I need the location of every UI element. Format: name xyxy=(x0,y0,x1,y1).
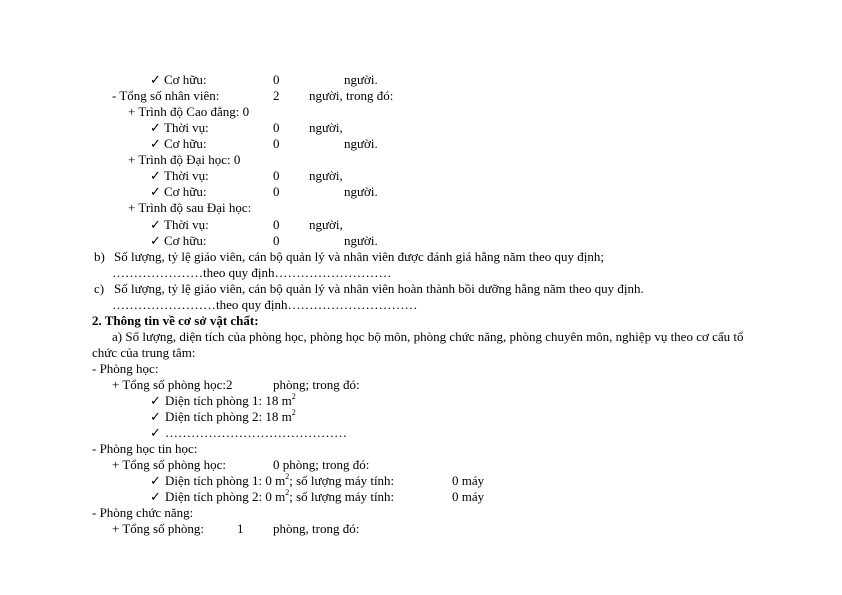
check-icon: ✓ xyxy=(150,136,161,151)
room-2-area xyxy=(165,409,296,425)
total-staff-unit: người, trong đó: xyxy=(309,88,394,103)
co-huu-label: Cơ hữu: xyxy=(164,233,207,248)
room-1-area xyxy=(165,393,296,409)
room-1-area-text: Diện tích phòng 1: 18 m xyxy=(165,393,292,408)
dai-hoc-heading: + Trình độ Đại học: 0 xyxy=(128,152,241,167)
co-huu-value: 0 xyxy=(273,184,280,199)
check-icon: ✓ xyxy=(150,473,161,488)
tin-hoc-room-2 xyxy=(165,489,394,505)
check-icon: ✓ xyxy=(150,72,161,87)
co-huu-unit: người. xyxy=(344,233,378,248)
tin-hoc-room-2-area: Diện tích phòng 2: 0 m xyxy=(165,489,286,504)
thoi-vu-unit: người, xyxy=(309,168,343,183)
thoi-vu-unit: người, xyxy=(309,120,343,135)
tin-hoc-room-1-area: Diện tích phòng 1: 0 m xyxy=(165,473,286,488)
thoi-vu-value: 0 xyxy=(273,168,280,183)
item-b-marker: b) xyxy=(94,249,105,264)
check-icon: ✓ xyxy=(150,393,161,408)
co-huu-unit: người. xyxy=(344,136,378,151)
co-huu-label: Cơ hữu: xyxy=(164,72,207,87)
check-icon: ✓ xyxy=(150,120,161,135)
co-huu-label: Cơ hữu: xyxy=(164,136,207,151)
tin-hoc-room-2-count: 0 máy xyxy=(452,489,485,504)
phong-hoc-total-unit: phòng; trong đó: xyxy=(273,377,360,392)
tin-hoc-room-1-sup: 2 xyxy=(285,471,290,481)
tin-hoc-room-2-sup: 2 xyxy=(285,487,290,497)
tin-hoc-room-1-rest: ; số lượng máy tính: xyxy=(289,473,395,488)
tin-hoc-room-2-rest: ; số lượng máy tính: xyxy=(289,489,395,504)
check-icon: ✓ xyxy=(150,425,161,440)
phong-chuc-nang-total-value: 1 xyxy=(237,521,244,536)
co-huu-value: 0 xyxy=(273,72,280,87)
room-2-area-text: Diện tích phòng 2: 18 m xyxy=(165,409,292,424)
thoi-vu-unit: người, xyxy=(309,217,343,232)
item-b-text: Số lượng, tỷ lệ giáo viên, cán bộ quản lý và nhân viên được đánh giá hằng năm theo quy định; xyxy=(114,249,604,264)
thoi-vu-value: 0 xyxy=(273,217,280,232)
item-c-text: Số lượng, tỷ lệ giáo viên, cán bộ quản lý và nhân viên hoàn thành bồi dưỡng hằng năm theo quy định. xyxy=(114,281,644,296)
phong-chuc-nang-title: - Phòng chức năng: xyxy=(92,505,194,520)
co-huu-label: Cơ hữu: xyxy=(164,184,207,199)
item-b-fill: …………………theo quy định……………………… xyxy=(112,265,392,280)
check-icon: ✓ xyxy=(150,489,161,504)
thoi-vu-label: Thời vụ: xyxy=(164,217,209,232)
check-icon: ✓ xyxy=(150,168,161,183)
co-huu-unit: người. xyxy=(344,72,378,87)
section-2-intro-line2: chức của trung tâm: xyxy=(92,345,196,360)
section-2-intro-line1: a) Số lượng, diện tích của phòng học, phòng học bộ môn, phòng chức năng, phòng chuyên môn, nghiệp vụ theo cơ cấu tổ xyxy=(112,329,744,344)
phong-chuc-nang-total-label: + Tổng số phòng: xyxy=(112,521,204,536)
tin-hoc-room-1 xyxy=(165,473,394,489)
room-1-area-sup: 2 xyxy=(291,391,296,401)
phong-hoc-total-label: + Tổng số phòng học:2 xyxy=(112,377,233,392)
room-2-area-sup: 2 xyxy=(291,407,296,417)
tin-hoc-room-1-count: 0 máy xyxy=(452,473,485,488)
check-icon: ✓ xyxy=(150,409,161,424)
item-c-fill: ……………………theo quy định………………………… xyxy=(112,297,418,312)
phong-tin-hoc-title: - Phòng học tin học: xyxy=(92,441,198,456)
co-huu-unit: người. xyxy=(344,184,378,199)
phong-chuc-nang-total-unit: phòng, trong đó: xyxy=(273,521,360,536)
check-icon: ✓ xyxy=(150,184,161,199)
section-2-heading: 2. Thông tin về cơ sở vật chất: xyxy=(92,313,259,328)
phong-tin-hoc-total-label: + Tổng số phòng học: xyxy=(112,457,226,472)
room-more-fill: …………………………………… xyxy=(165,425,347,440)
thoi-vu-label: Thời vụ: xyxy=(164,120,209,135)
total-staff-label: - Tổng số nhân viên: xyxy=(112,88,220,103)
total-staff-value: 2 xyxy=(273,88,280,103)
cao-dang-heading: + Trình độ Cao đẳng: 0 xyxy=(128,104,250,119)
item-c-marker: c) xyxy=(94,281,105,296)
co-huu-value: 0 xyxy=(273,233,280,248)
phong-tin-hoc-total-value: 0 phòng; trong đó: xyxy=(273,457,370,472)
thoi-vu-label: Thời vụ: xyxy=(164,168,209,183)
check-icon: ✓ xyxy=(150,233,161,248)
phong-hoc-title: - Phòng học: xyxy=(92,361,159,376)
check-icon: ✓ xyxy=(150,217,161,232)
thoi-vu-value: 0 xyxy=(273,120,280,135)
sau-dai-hoc-heading: + Trình độ sau Đại học: xyxy=(128,200,252,215)
co-huu-value: 0 xyxy=(273,136,280,151)
